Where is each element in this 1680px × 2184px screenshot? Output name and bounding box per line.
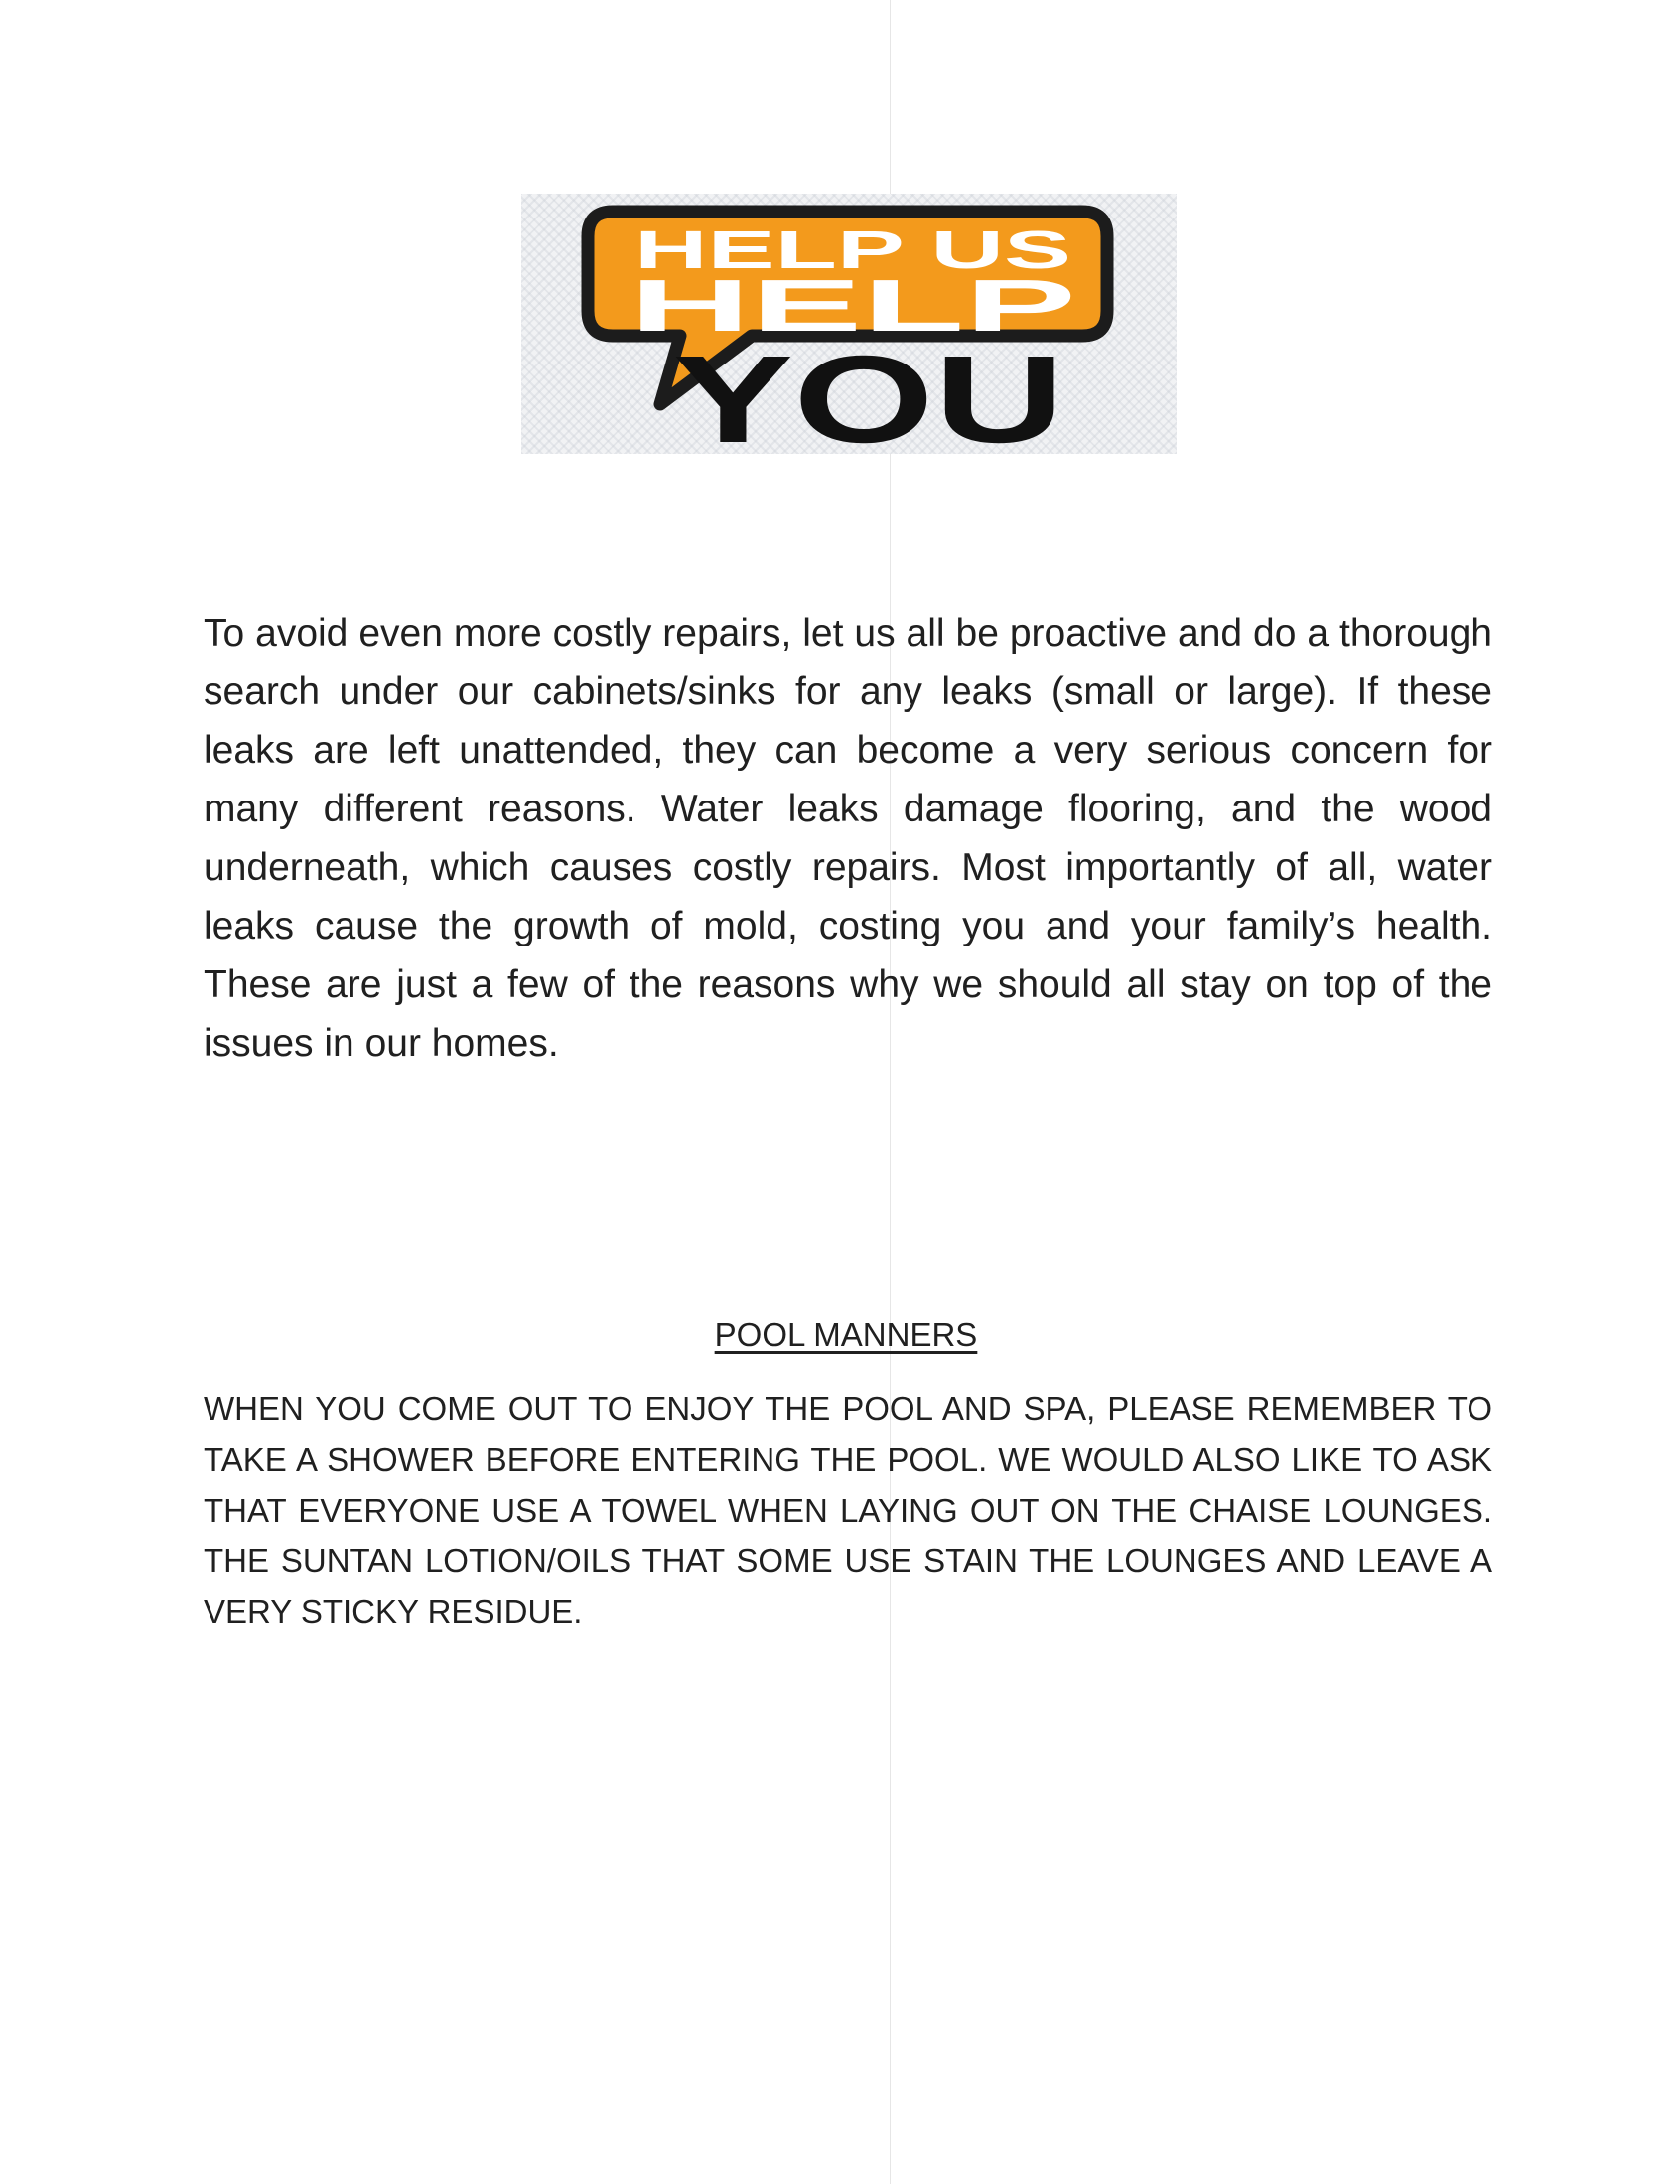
logo-line-help: HELP [630, 264, 1076, 347]
leak-notice-paragraph: To avoid even more costly repairs, let us all be proactive and do a thorough search under our cabinets/sinks for any leaks (small or large). If these leaks are left unattended, they can become a very serious concern for many different reasons. Water leaks damage flooring, and the wood underneath, which causes costly repairs. Most importantly of all, water leaks cause the growth of mold, costing you and your family’s health. These are just a few of the reasons why we should all stay on top of the issues in our homes. [204, 612, 1492, 1065]
speech-bubble-icon [521, 194, 1177, 454]
pool-manners-paragraph: WHEN YOU COME OUT TO ENJOY THE POOL AND SPA, PLEASE REMEMBER TO TAKE A SHOWER BEFORE ENTERING THE POOL. WE WOULD ALSO LIKE TO ASK THAT EVERYONE USE A TOWEL WHEN LAYING OUT ON THE CHAISE LOUNGES. THE SUNTAN LOTION/OILS THAT SOME USE STAIN THE LOUNGES AND LEAVE A VERY STICKY RESIDUE. [204, 1390, 1492, 1630]
pool-manners-heading: POOL MANNERS [714, 1316, 978, 1353]
help-us-help-you-logo [521, 194, 1177, 454]
logo-line-you: YOU [672, 331, 1065, 454]
logo-line-help-us: HELP US [634, 220, 1071, 280]
